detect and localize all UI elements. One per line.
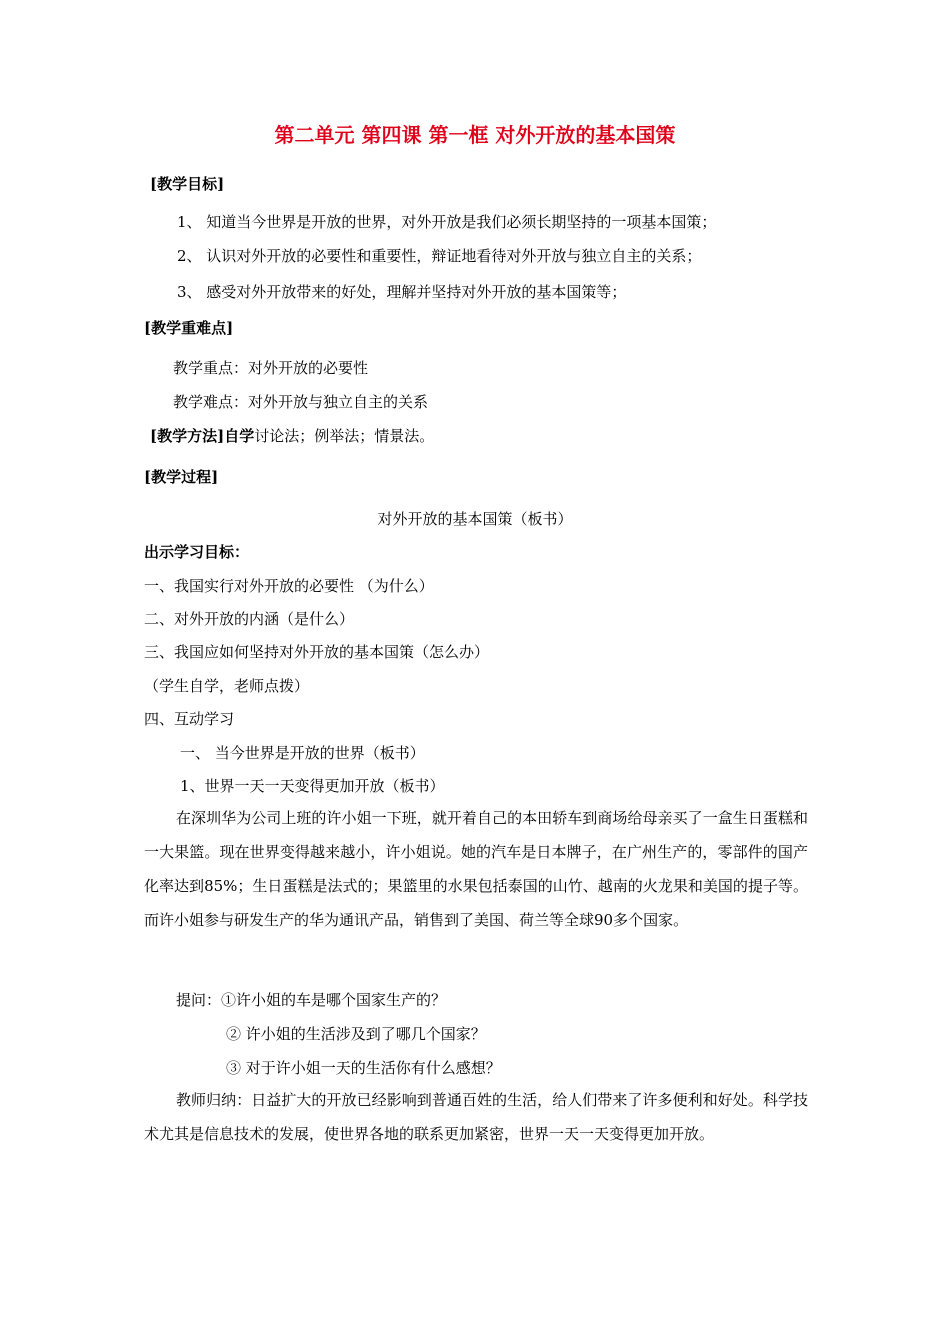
summary-paragraph: 教师归纳：日益扩大的开放已经影响到普通百姓的生活，给人们带来了许多便利和好处。科学技术尤其是信息技术的发展，使世界各地的联系更加紧密，世界一天一天变得更加开放。 <box>144 1091 808 1143</box>
objective-note: （学生自学，老师点拨） <box>144 677 310 695</box>
process-heading: [教学过程] <box>144 468 219 486</box>
section-heading: 一、 当今世界是开放的世界（板书） <box>180 744 425 762</box>
objective-item: 三、我国应如何坚持对外开放的基本国策（怎么办） <box>144 643 490 661</box>
key-points-heading: [教学重难点] <box>144 319 234 337</box>
subsection-heading: 1、世界一天一天变得更加开放（板书） <box>180 777 445 795</box>
goals-heading: [教学目标] <box>150 175 225 193</box>
question-item: ③ 对于许小姐一天的生活你有什么感想？ <box>226 1059 501 1077</box>
methods-heading: [教学方法] <box>150 427 225 445</box>
methods-text: 讨论法；例举法；情景法。 <box>254 427 435 445</box>
goal-item: 3、 感受对外开放带来的好处，理解并坚持对外开放的基本国策等； <box>177 283 627 301</box>
key-point: 教学重点：对外开放的必要性 <box>173 359 369 377</box>
objective-item: 四、互动学习 <box>144 710 235 728</box>
objective-item: 一、我国实行对外开放的必要性 （为什么） <box>144 577 434 595</box>
methods-bold-text: 自学 <box>224 427 255 445</box>
story-paragraph: 在深圳华为公司上班的许小姐一下班，就开着自己的本田轿车到商场给母亲买了一盒生日蛋糕和一大果篮。现在世界变得越来越小，许小姐说。她的汽车是日本牌子，在广州生产的，零部件的国产化率达到85%；生日蛋糕是法式的；果篮里的水果包括泰国的山竹、越南的火龙果和美国的提子等。而许小姐参与研发生产的华为通讯产品，销售到了美国、荷兰等全球90多个国家。 <box>144 809 808 929</box>
objective-item: 二、对外开放的内涵（是什么） <box>144 610 355 628</box>
board-title: 对外开放的基本国策（板书） <box>377 510 573 528</box>
goal-item: 2、 认识对外开放的必要性和重要性，辩证地看待对外开放与独立自主的关系； <box>177 247 702 265</box>
question-item: ② 许小姐的生活涉及到了哪几个国家？ <box>226 1025 486 1043</box>
objectives-heading: 出示学习目标： <box>144 543 250 561</box>
question-item: 提问：①许小姐的车是哪个国家生产的？ <box>176 991 447 1009</box>
difficult-point: 教学难点：对外开放与独立自主的关系 <box>173 393 429 411</box>
document-title: 第二单元 第四课 第一框 对外开放的基本国策 <box>274 123 676 147</box>
teaching-methods <box>150 426 434 446</box>
goal-item: 1、 知道当今世界是开放的世界，对外开放是我们必须长期坚持的一项基本国策； <box>177 213 717 231</box>
